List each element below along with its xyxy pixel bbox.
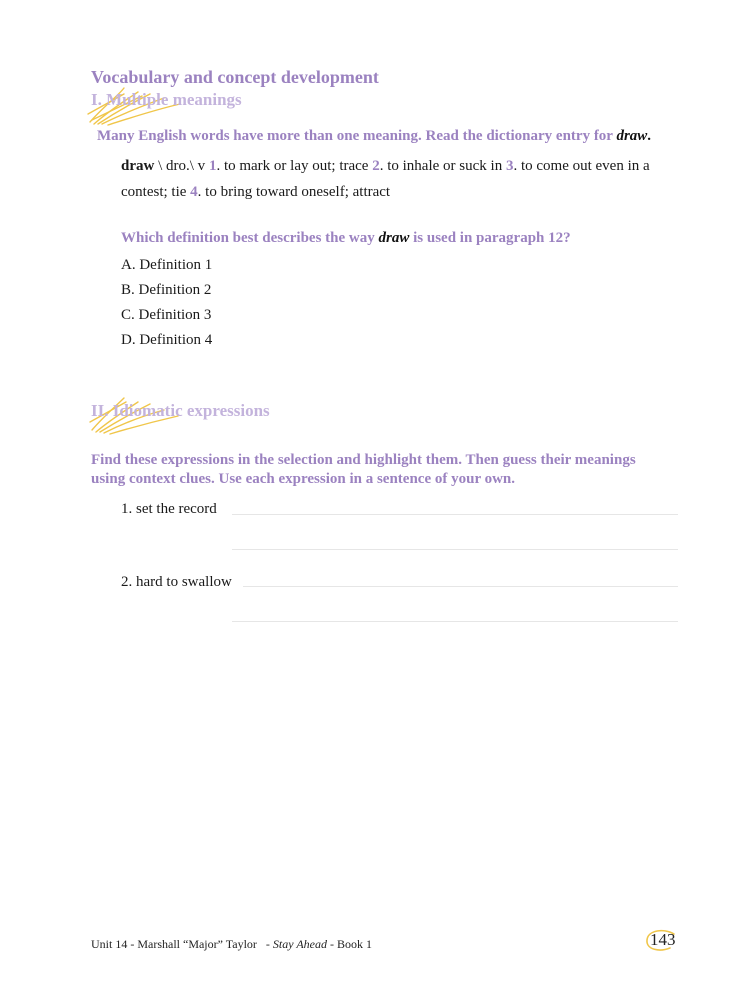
choice-b[interactable]: B. Definition 2 [121, 282, 212, 298]
definition-number-3: 3 [505, 158, 514, 174]
footer-book-title: Stay Ahead [272, 937, 328, 951]
intro-suffix: . [647, 128, 652, 144]
definition-2: . to inhale or suck in [379, 158, 506, 174]
question-word: draw [378, 230, 410, 246]
section-heading-idiomatic-expressions: II. Idiomatic expressions [91, 401, 270, 420]
entry-headword: draw [121, 158, 155, 174]
expression-2: 2. hard to swallow [121, 574, 232, 590]
page-title: Vocabulary and concept development [91, 67, 379, 87]
expressions-instructions: Find these expressions in the selection and highlight them. Then guess their meanings using context clues. Use each expression in a sentence of your own. [91, 452, 636, 487]
footer-unit: Unit 14 - Marshall “Major” Taylor - [91, 937, 273, 951]
intro-instruction [97, 128, 651, 145]
expression-1: 1. set the record [121, 501, 217, 517]
answer-line-2a[interactable] [243, 586, 678, 587]
choice-a[interactable]: A. Definition 1 [121, 257, 213, 273]
answer-line-1a[interactable] [232, 514, 678, 515]
question-text: Which definition best describes the way [121, 230, 379, 246]
entry-pronunciation: \ dro.\ v [154, 158, 209, 174]
definition-4: . to bring toward oneself; attract [197, 184, 391, 200]
footer-book-number: - Book 1 [327, 937, 373, 951]
definition-3: . to come out even in a contest; tie [121, 158, 650, 200]
intro-word: draw [616, 128, 648, 144]
page-footer [91, 937, 372, 952]
definition-number-1: 1 [208, 158, 217, 174]
section-heading-multiple-meanings: I. Multiple meanings [91, 90, 242, 109]
question-suffix: is used in paragraph 12? [409, 230, 571, 246]
definition-number-2: 2 [372, 158, 380, 174]
definition-1: . to mark or lay out; trace [216, 158, 373, 174]
definition-number-4: 4 [190, 184, 198, 200]
question [121, 230, 571, 247]
answer-line-2b[interactable] [232, 621, 678, 622]
answer-line-1b[interactable] [232, 549, 678, 550]
dictionary-entry [121, 153, 681, 205]
page-number: 143 [650, 930, 676, 949]
intro-text: Many English words have more than one meaning. Read the dictionary entry for [97, 128, 617, 144]
choice-d[interactable]: D. Definition 4 [121, 332, 213, 348]
choice-c[interactable]: C. Definition 3 [121, 307, 212, 323]
